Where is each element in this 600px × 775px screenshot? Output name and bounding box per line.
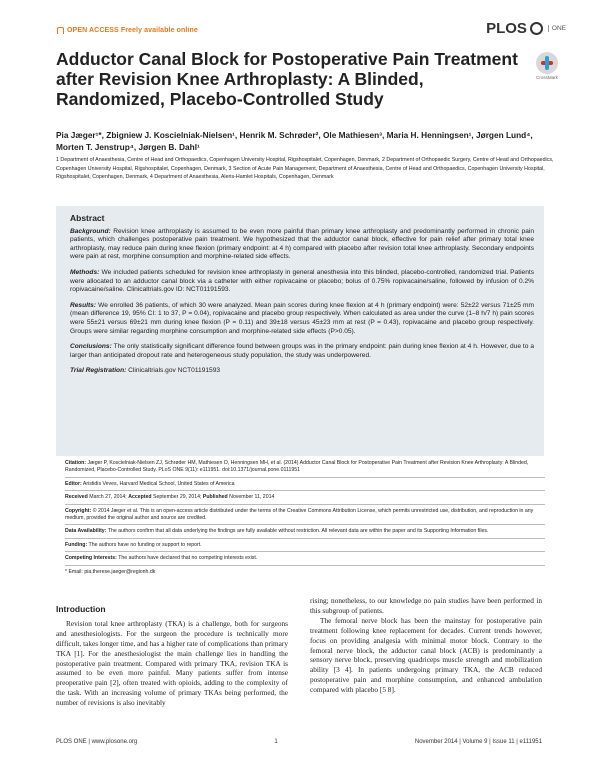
open-lock-icon — [57, 27, 64, 34]
article-metadata — [65, 460, 545, 578]
divider — [65, 524, 545, 525]
open-access-banner — [57, 27, 198, 34]
page-footer — [56, 739, 542, 745]
citation-text: Jæger P, Koscielniak-Nielsen ZJ, Schrøder HM, Mathiesen O, Henningsen MH, et al. (2014) Adductor Canal Block for Postoperative Pain Treatment after Revision Knee Arthroplasty: A Blinded, Randomized, Placebo-Controlled Study. PLoS ONE 9(11): e111951. doi:10.1371/journal.pone.0111951 — [65, 460, 529, 474]
data-text: The authors confirm that all data underlying the findings are fully available without restriction. All relevant data are within the paper and its Supporting Information files. — [107, 528, 489, 535]
intro-column-right — [310, 596, 542, 695]
data-label: Data Availability: — [65, 528, 107, 535]
article-title: Adductor Canal Block for Postoperative Pain Treatment after Revision Knee Arthroplasty: A Blinded, Randomized, Placebo-Controlled Study — [56, 49, 518, 109]
competing-interests — [65, 555, 545, 562]
open-access-text: OPEN ACCESS Freely available online — [67, 27, 198, 34]
intro-paragraph-1: Revision total knee arthroplasty (TKA) is a challenge, both for surgeons and anesthesiologists. For the surgeon the procedure is technically more difficult, takes longer time, and has a higher rate of complications than primary TKA [1]. For the anesthesiologist the main challenge lies in handling the postoperative pain treatment. Compared with primary TKA, revision TKA is assumed to be even more painful. Many patients suffer from intense preoperative pain [2], often treated with opioids, adding to the complexity of the task. With an increasing volume of primary TKAs being performed, the number of revisions is also inevitably — [56, 618, 288, 708]
page-number: 1 — [274, 739, 278, 745]
divider — [65, 504, 545, 505]
trial-label: Trial Registration: — [70, 367, 127, 375]
divider — [65, 551, 545, 552]
plos-circle-icon — [530, 22, 543, 35]
accepted-label: Accepted — [128, 494, 152, 501]
conclusions-label: Conclusions: — [70, 343, 112, 351]
divider — [65, 565, 545, 566]
plos-one-text: ONE — [548, 25, 566, 32]
methods-label: Methods: — [70, 268, 100, 276]
footer-journal[interactable]: PLOS ONE | www.plosone.org — [56, 739, 138, 745]
abstract-conclusions — [70, 343, 534, 360]
crossmark-icon — [536, 52, 558, 74]
editor-text: Aristidis Veves, Harvard Medical School, United States of America — [82, 480, 235, 487]
competing-label: Competing Interests: — [65, 555, 117, 562]
footer-issue: November 2014 | Volume 9 | Issue 11 | e111951 — [414, 739, 542, 745]
accepted-date: September 29, 2014; — [153, 494, 202, 501]
abstract-heading: Abstract — [70, 213, 105, 223]
dates — [65, 494, 545, 501]
plos-logo-text: PLOS — [486, 20, 527, 37]
received-label: Received — [65, 494, 88, 501]
published-date: November 11, 2014 — [229, 494, 275, 501]
copyright — [65, 508, 545, 523]
methods-text: We included patients scheduled for revision knee arthroplasty in general anesthesia into this blinded, placebo-controlled, randomized trial. Patients were allocated to an adductor canal block via a catheter with either ropivacaine or placebo; bolus of 0.75% ropivacaine/saline, followed by infusion of 0.2% ropivacaine/saline. Clinicaltrials.gov ID: NCT01191593. — [70, 268, 534, 294]
crossmark-badge[interactable] — [532, 52, 562, 80]
funding — [65, 542, 545, 549]
editor-label: Editor: — [65, 480, 82, 487]
intro-paragraph-3: The femoral nerve block has been the mainstay for postoperative pain treatment following knee replacement for decades. Current trends however, focus on providing analgesia with minimal motor block. Contrary to the femoral nerve block, the adductor canal block (ACB) is predominantly a sensory nerve block, preserving quadriceps muscle strength and mobilization ability [3 4]. In patients undergoing primary TKA, the ACB reduced postoperative pain and morphine consumption, and enhanced ambulation compared with placebo [5 8]. — [310, 615, 542, 695]
copyright-text: © 2014 Jæger et al. This is an open-access article distributed under the terms of the Creative Commons Attribution License, which permits unrestricted use, distribution, and reproduction in any medium, provided the original author and source are credited. — [65, 507, 534, 522]
corresponding-email[interactable]: * Email: pia.therese.jaeger@regionh.dk — [65, 568, 156, 575]
abstract-trial — [70, 367, 534, 376]
intro-heading: Introduction — [56, 604, 106, 614]
divider — [65, 477, 545, 478]
results-text: We enrolled 36 patients, of which 30 were analyzed. Mean pain scores during knee flexion at 4 h (primary endpoint) were: 52±22 versus 71±25 mm (mean difference 19, 95% CI: 1 to 37, P = 0.04), ropivacaine and placebo group respectively. When calculated as area under the curve (1–8 h/7 h) pain scores were 55±21 versus 69±21 mm during knee flexion (P = 0.11) and 39±18 versus 45±23 mm at rest (P = 0.43), ropivacaine and placebo group respectively. Groups were similar regarding morphine consumption and morphine-related side effects (P>0.05). — [70, 301, 534, 335]
data-availability — [65, 528, 545, 535]
citation-label: Citation: — [65, 460, 87, 466]
abstract-box — [56, 206, 544, 456]
results-label: Results: — [70, 301, 97, 309]
divider — [65, 538, 545, 539]
abstract-results — [70, 302, 534, 336]
citation — [65, 460, 545, 475]
trial-text: Clinicaltrials.gov NCT01191593 — [128, 367, 221, 375]
background-text: Revision knee arthroplasty is assumed to be even more painful than primary knee arthroplasty and predominantly performed in chronic pain patients, which challenges postoperative pain treatment. We hypothesized that the adductor canal block, effective for pain relief after primary total knee arthroplasty, may reduce pain during knee flexion (primary endpoint: at 4 h) compared with placebo after revision total knee arthroplasty. Secondary endpoints were pain at rest, morphine consumption and morphine-related side effects. — [70, 227, 534, 261]
crossmark-label: CrossMark — [536, 75, 558, 80]
received-date: March 27, 2014; — [89, 494, 127, 501]
divider — [65, 490, 545, 491]
editor — [65, 481, 545, 488]
conclusions-text: The only statistically significant difference found between groups was in the primary endpoint: pain during knee flexion at 4 h. However, due to a larger than anticipated dropout rate and heterogeneous study population, the study was underpowered. — [70, 343, 534, 359]
published-label: Published — [202, 494, 228, 501]
abstract-background — [70, 228, 534, 262]
funding-label: Funding: — [65, 541, 88, 548]
background-label: Background: — [70, 227, 111, 235]
author-list: Pia Jæger¹*, Zbigniew J. Koscielniak-Nielsen¹, Henrik M. Schrøder², Ole Mathiesen³, Maria H. Henningsen¹, Jørgen Lund⁴, Morten T. Jenstrup⁴, Jørgen B. Dahl¹ — [56, 130, 533, 152]
journal-logo[interactable] — [486, 20, 566, 37]
competing-text: The authors have declared that no competing interests exist. — [118, 555, 258, 562]
funding-text: The authors have no funding or support to report. — [88, 541, 202, 548]
intro-column-left — [56, 605, 288, 708]
copyright-label: Copyright: — [65, 507, 92, 514]
intro-paragraph-2: rising; nonetheless, to our knowledge no pain studies have been performed in this subgroup of patients. — [310, 596, 542, 615]
affiliations: 1 Department of Anaesthesia, Centre of Head and Orthopaedics, Copenhagen University Hospital, Rigshospitalet, Copenhagen, Denmark, 2 Department of Orthopaedic Surgery, Centre of Head and Orthopaedics, Copenhagen University Hospital, Rigshospitalet, Copenhagen, Denmark, 3 Section of Acute Pain Management, Department of Anaesthesia, Centre of Head and Orthopaedics, Copenhagen University Hospital, Rigshospitalet, Copenhagen, Denmark, 4 Department of Anaesthesia, Aleris-Hamlet Hospitals, Copenhagen, Denmark — [56, 157, 554, 180]
abstract-methods — [70, 269, 534, 295]
